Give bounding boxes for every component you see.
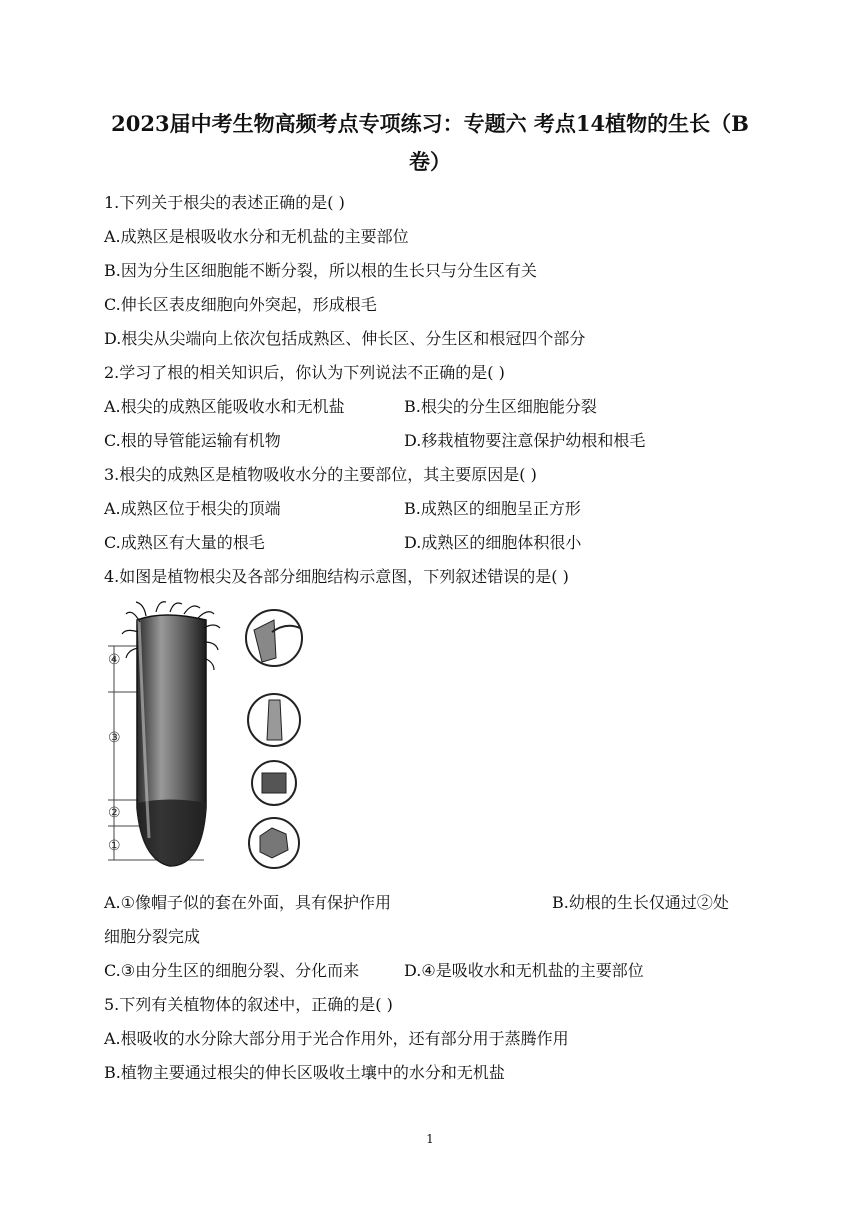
q1-option-a: A.成熟区是根吸收水分和无机盐的主要部位 [104,227,409,246]
q4-option-b-cont: 细胞分裂完成 [104,927,201,946]
q1-option-d: D.根尖从尖端向上依次包括成熟区、伸长区、分生区和根冠四个部分 [104,329,586,348]
q3-option-d: D.成熟区的细胞体积很小 [404,533,582,552]
q5-option-a: A.根吸收的水分除大部分用于光合作用外，还有部分用于蒸腾作用 [104,1029,569,1048]
q3-stem: 3.根尖的成熟区是植物吸收水分的主要部位，其主要原因是( ) [104,465,537,484]
q3-option-a: A.成熟区位于根尖的顶端 [104,499,281,518]
q1-option-c: C.伸长区表皮细胞向外突起，形成根毛 [104,295,377,314]
q5-stem: 5.下列有关植物体的叙述中，正确的是( ) [104,995,393,1014]
title-line-1: 2023届中考生物高频考点专项练习：专题六 考点14植物的生长（B [111,111,749,136]
q2-option-d: D.移栽植物要注意保护幼根和根毛 [404,431,646,450]
page-number: 1 [426,1132,434,1146]
cell-diagram-elongation [248,694,300,746]
q1-option-b: B.因为分生区细胞能不断分裂，所以根的生长只与分生区有关 [104,261,537,280]
q2-stem: 2.学习了根的相关知识后，你认为下列说法不正确的是( ) [104,363,505,382]
zone-label-4: ④ [108,652,121,668]
q2-option-a: A.根尖的成熟区能吸收水和无机盐 [104,397,345,416]
q4-option-d: D.④是吸收水和无机盐的主要部位 [404,961,644,980]
q4-stem: 4.如图是植物根尖及各部分细胞结构示意图，下列叙述错误的是( ) [104,567,569,586]
cell-diagram-meristem [252,761,296,805]
q2-option-c: C.根的导管能运输有机物 [104,431,281,450]
cell-diagram-root-cap [249,818,299,868]
q4-option-a: A.①像帽子似的套在外面，具有保护作用 [104,893,391,912]
q4-option-c: C.③由分生区的细胞分裂、分化而来 [104,961,360,980]
zone-label-2: ② [108,805,121,821]
q1-stem: 1.下列关于根尖的表述正确的是( ) [104,193,345,212]
q5-option-b: B.植物主要通过根尖的伸长区吸收土壤中的水分和无机盐 [104,1063,505,1082]
zone-label-1: ① [108,838,121,854]
zone-label-3: ③ [108,730,121,746]
title-line-2: 卷） [409,149,451,174]
q2-option-b: B.根尖的分生区细胞能分裂 [404,397,597,416]
q4-option-b: B.幼根的生长仅通过②处 [552,893,729,912]
root-tip-figure [104,598,329,870]
cell-diagram-root-hair [246,610,302,666]
q3-option-b: B.成熟区的细胞呈正方形 [404,499,581,518]
q3-option-c: C.成熟区有大量的根毛 [104,533,265,552]
